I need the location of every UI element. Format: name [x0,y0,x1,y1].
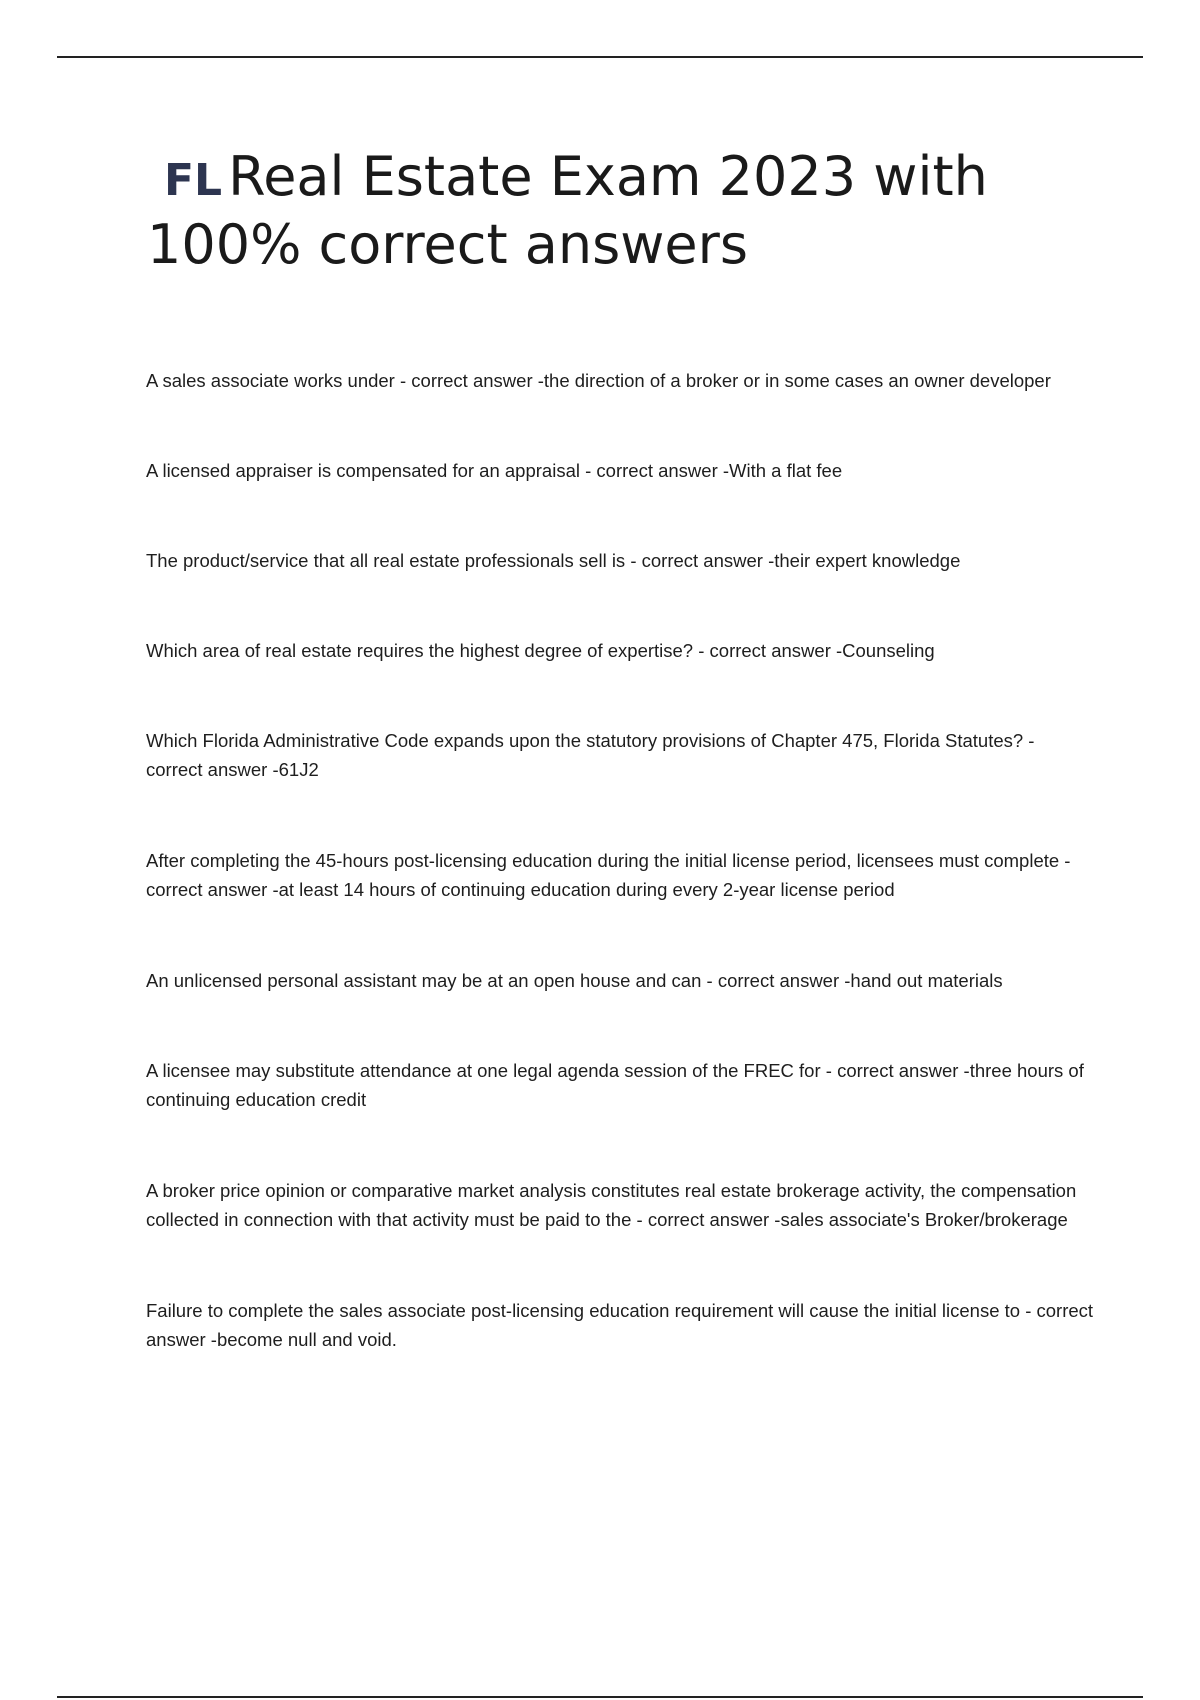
qa-item: The product/service that all real estate professionals sell is - correct answer -their expert knowledge [146,550,961,571]
title-state-prefix: FL [164,155,223,206]
qa-item: A broker price opinion or comparative market analysis constitutes real estate brokerage activity, the compensation collected in connection with that activity must be paid to the - correct answer -sales associate's Broker/brokerage [146,1180,1077,1230]
bottom-rule [57,1696,1143,1698]
qa-item: A licensed appraiser is compensated for an appraisal - correct answer -With a flat fee [146,460,843,481]
qa-item: A licensee may substitute attendance at one legal agenda session of the FREC for - correct answer -three hours of continuing education credit [146,1060,1084,1110]
top-rule [57,56,1143,58]
qa-item: Which area of real estate requires the highest degree of expertise? - correct answer -Counseling [146,640,935,661]
qa-item: After completing the 45-hours post-licensing education during the initial license period, licensees must complete - correct answer -at least 14 hours of continuing education during every 2-year license period [146,850,1071,900]
qa-item: A sales associate works under - correct answer -the direction of a broker or in some cases an owner developer [146,370,1051,391]
qa-item: An unlicensed personal assistant may be at an open house and can - correct answer -hand out materials [146,970,1003,991]
qa-list [146,366,1096,1354]
qa-item: Failure to complete the sales associate post-licensing education requirement will cause the initial license to - correct answer -become null and void. [146,1300,1094,1350]
document-title [147,145,1107,277]
title-text: Real Estate Exam 2023 with 100% correct answers [147,145,988,276]
qa-item: Which Florida Administrative Code expands upon the statutory provisions of Chapter 475, Florida Statutes? - correct answer -61J2 [146,730,1035,780]
